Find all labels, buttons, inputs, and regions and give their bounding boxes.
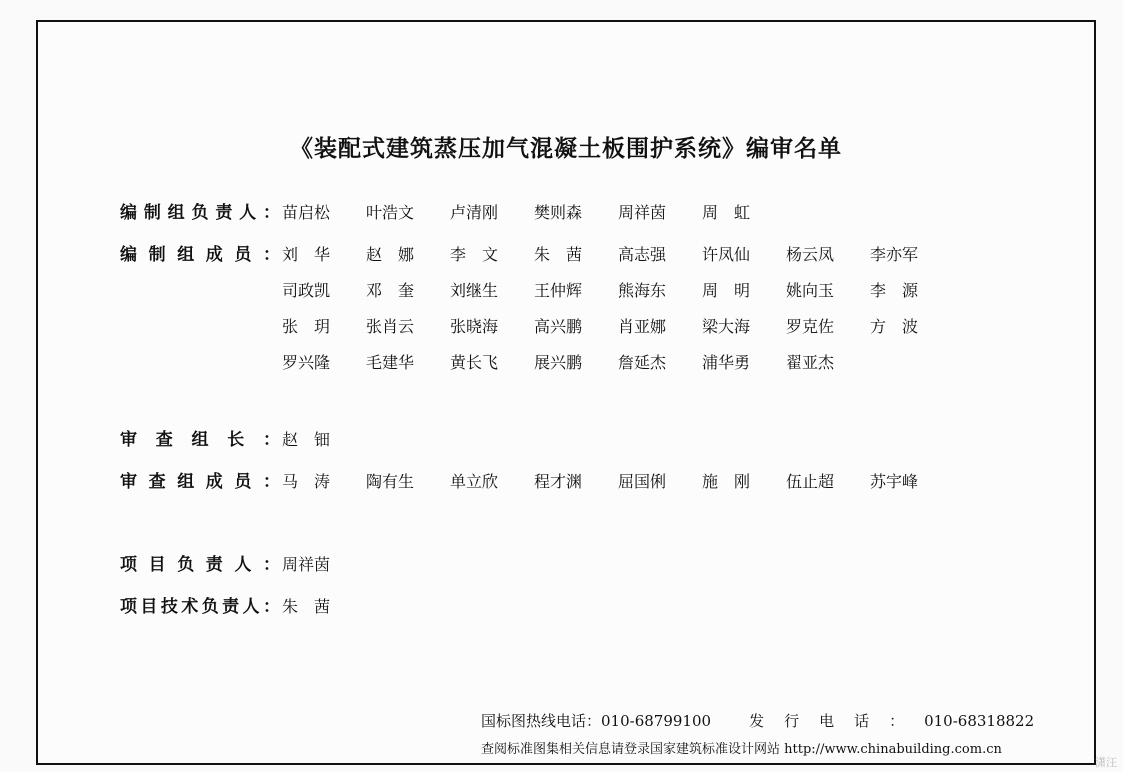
section-compile-members: [120, 237, 1022, 381]
section-label: 审 查 组 长 ：: [120, 430, 280, 450]
person-name: 毛建华: [366, 353, 415, 372]
person-name: 李源: [870, 281, 935, 300]
name-list: [282, 237, 1022, 381]
footer-phones: [481, 710, 1034, 731]
person-name: 陶有生: [366, 472, 415, 491]
person-name: 高兴鹏: [534, 317, 583, 336]
issue-label: 发行电话：: [749, 712, 925, 730]
person-name: 高志强: [618, 245, 667, 264]
hotline-label: 国标图热线电话：: [481, 712, 602, 730]
person-name: 程才渊: [534, 472, 583, 491]
section-tech-leader: [120, 589, 1022, 625]
name-list: [282, 422, 1022, 458]
person-name: 张肖云: [366, 317, 415, 336]
person-name: 朱茜: [534, 245, 599, 264]
person-name: 单立欣: [450, 472, 499, 491]
document-title: 《装配式建筑蒸压加气混凝土板围护系统》编审名单: [290, 136, 842, 162]
person-name: 杨云凤: [786, 245, 835, 264]
name-list: [282, 589, 1022, 625]
document-frame: [36, 20, 1096, 765]
footer-website: 查阅标准图集相关信息请登录国家建筑标准设计网站 http://www.chinabuilding.com.cn: [481, 742, 1002, 757]
person-name: 樊则森: [534, 203, 583, 222]
section-label: 项 目 技 术 负 责 人 ：: [120, 597, 280, 617]
person-name: 张晓海: [450, 317, 499, 336]
person-name: 张玥: [282, 317, 347, 336]
person-name: 熊海东: [618, 281, 667, 300]
person-name: 詹延杰: [618, 353, 667, 372]
person-name: 黄长飞: [450, 353, 499, 372]
person-name: 马涛: [282, 472, 347, 491]
person-name: 展兴鹏: [534, 353, 583, 372]
name-list: [282, 547, 1022, 583]
person-name: 苗启松: [282, 203, 331, 222]
section-label: 项 目 负 责 人 ：: [120, 555, 280, 575]
person-name: 苏宇峰: [870, 472, 919, 491]
person-name: 刘继生: [450, 281, 499, 300]
person-name: 许凤仙: [702, 245, 751, 264]
watermark: 潇汪: [1095, 756, 1117, 769]
section-compile-leader: [120, 195, 1022, 231]
person-name: 周祥茵: [618, 203, 667, 222]
person-name: 梁大海: [702, 317, 751, 336]
person-name: 朱茜: [282, 597, 347, 616]
person-name: 翟亚杰: [786, 353, 835, 372]
person-name: 周明: [702, 281, 767, 300]
person-name: 肖亚娜: [618, 317, 667, 336]
person-name: 屈国俐: [618, 472, 667, 491]
section-review-members: [120, 464, 1022, 500]
person-name: 李文: [450, 245, 515, 264]
person-name: 姚向玉: [786, 281, 835, 300]
issue-number: 010-68318822: [924, 712, 1035, 730]
section-label: 编 制 组 负 责 人 ：: [120, 203, 280, 223]
person-name: 赵钿: [282, 430, 347, 449]
section-label: 审 查 组 成 员 ：: [120, 472, 280, 492]
person-name: 李亦军: [870, 245, 919, 264]
name-list: [282, 464, 1022, 500]
person-name: 浦华勇: [702, 353, 751, 372]
person-name: 赵娜: [366, 245, 431, 264]
person-name: 邓奎: [366, 281, 431, 300]
person-name: 刘华: [282, 245, 347, 264]
section-label: 编 制 组 成 员 ：: [120, 245, 280, 265]
section-review-leader: [120, 422, 1022, 458]
hotline-number: 010-68799100: [601, 712, 712, 730]
person-name: 伍止超: [786, 472, 835, 491]
person-name: 方波: [870, 317, 935, 336]
person-name: 司政凯: [282, 281, 331, 300]
person-name: 卢清刚: [450, 203, 499, 222]
person-name: 周祥茵: [282, 555, 331, 574]
person-name: 施刚: [702, 472, 767, 491]
name-list: [282, 195, 1022, 231]
person-name: 罗克佐: [786, 317, 835, 336]
person-name: 罗兴隆: [282, 353, 331, 372]
person-name: 周虹: [702, 203, 767, 222]
person-name: 叶浩文: [366, 203, 415, 222]
section-project-leader: [120, 547, 1022, 583]
person-name: 王仲辉: [534, 281, 583, 300]
